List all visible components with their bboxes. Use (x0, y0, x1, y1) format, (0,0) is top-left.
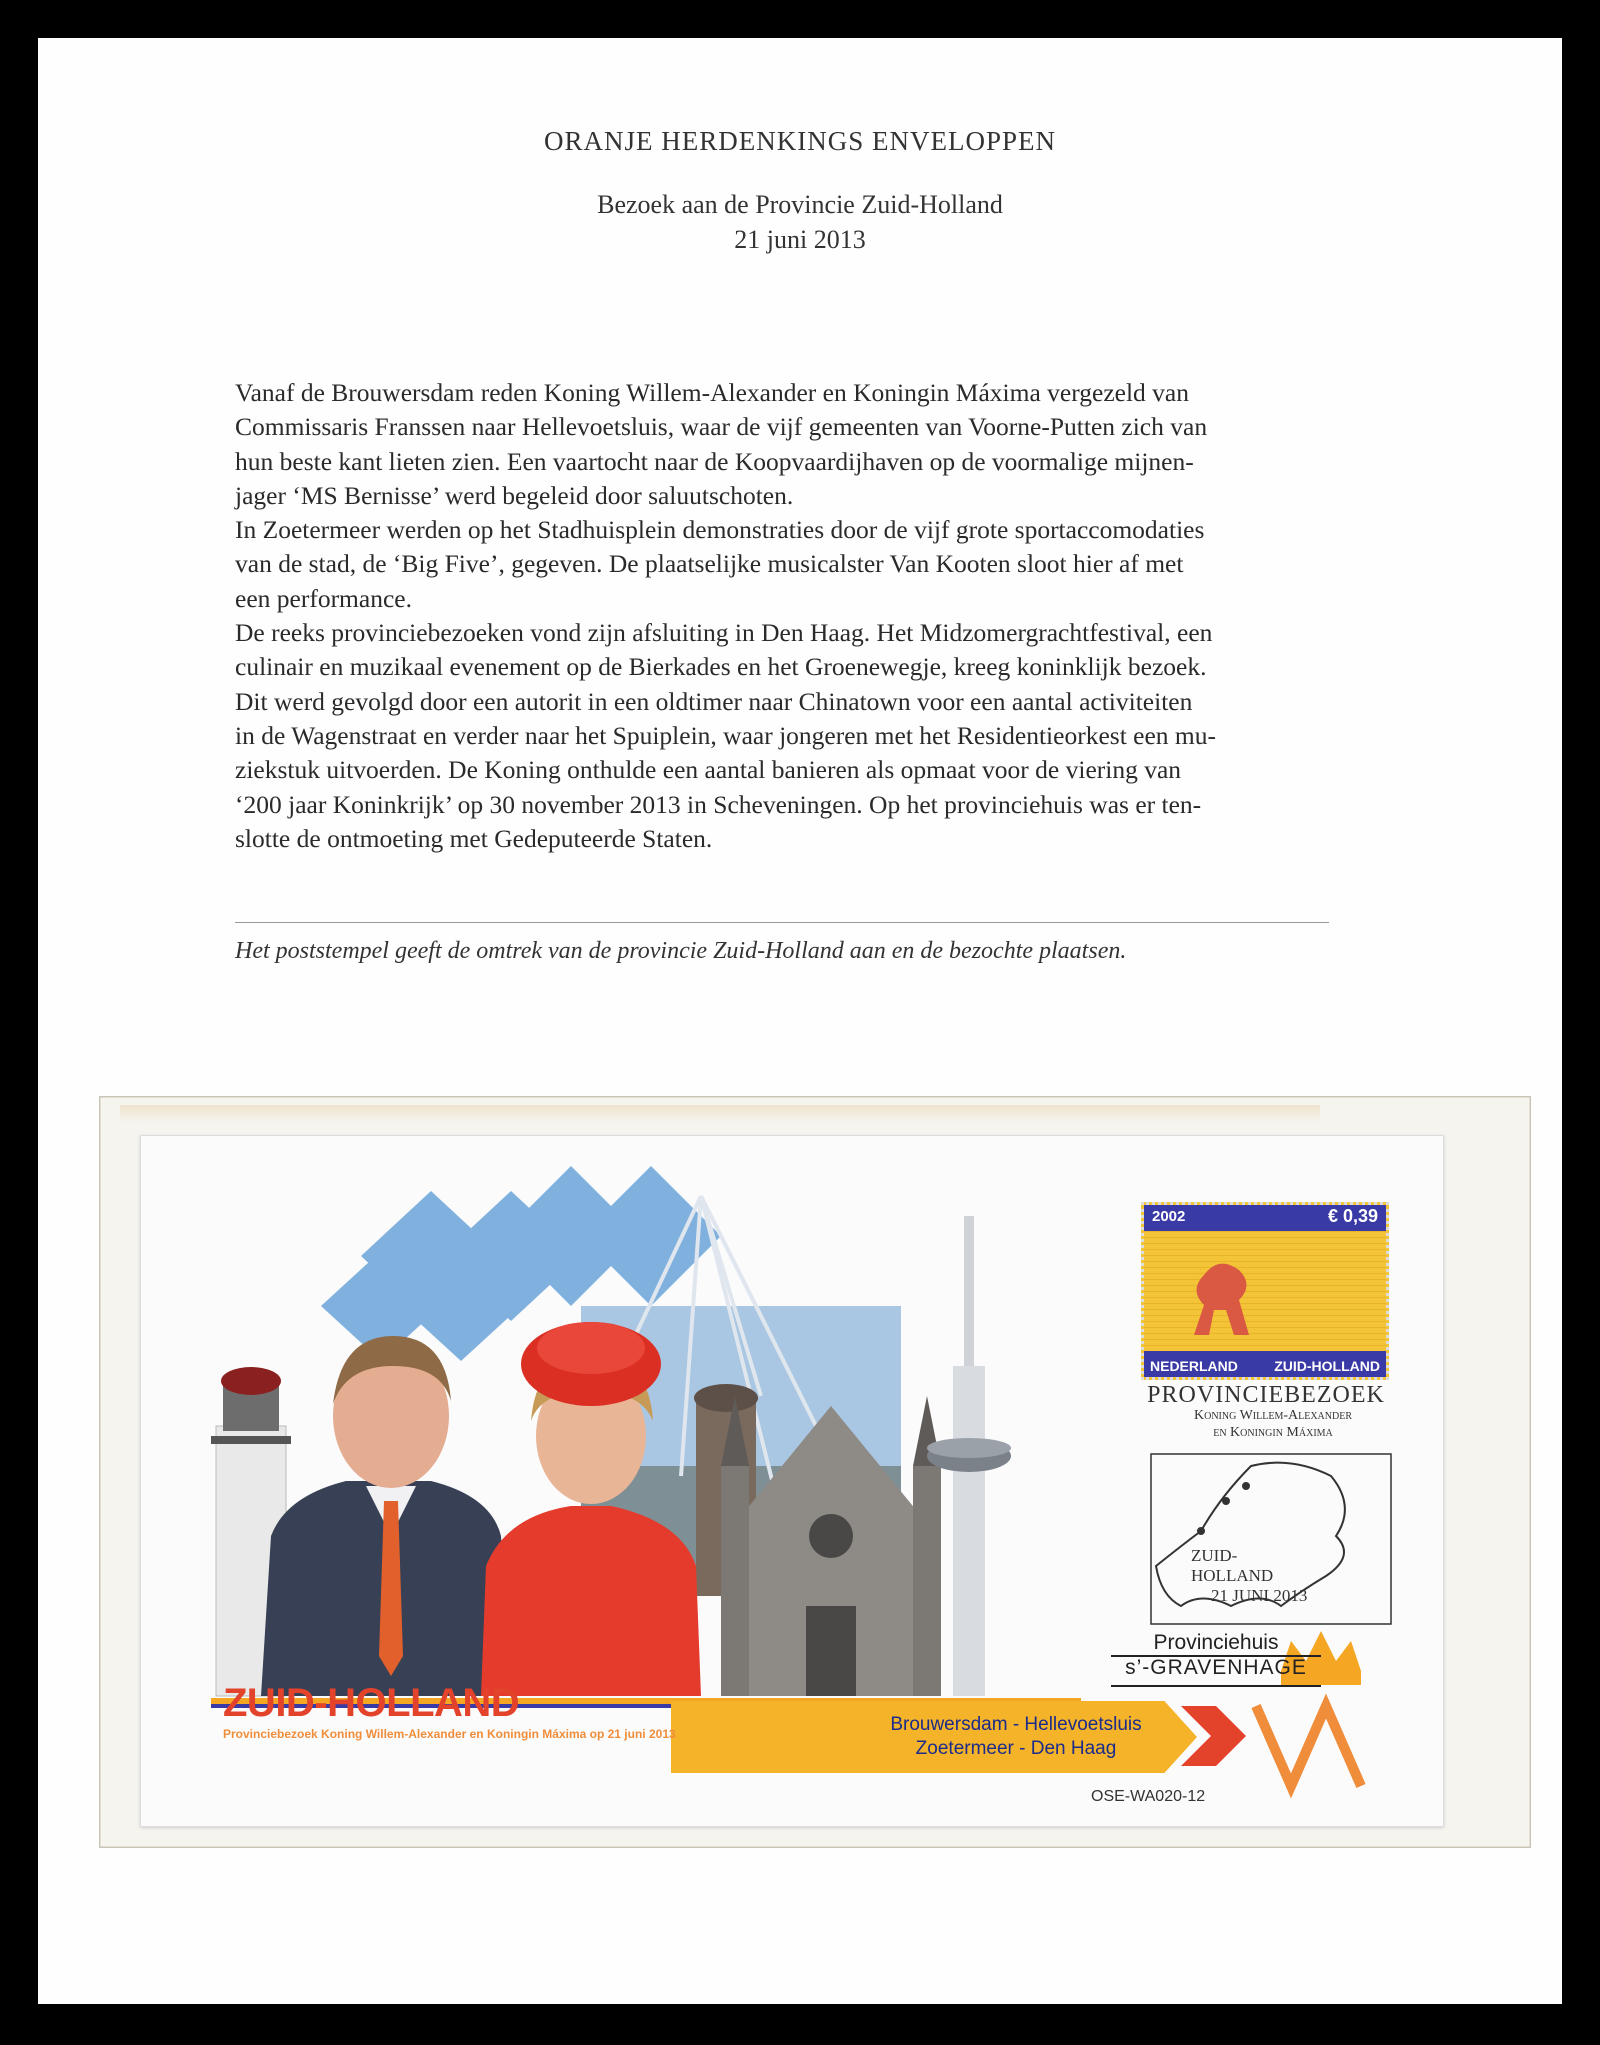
postmark-place: HOLLAND (1191, 1566, 1274, 1585)
divider (235, 922, 1329, 923)
lion-icon (1174, 1245, 1264, 1345)
description-text (235, 376, 1329, 856)
stamp-province: ZUID-HOLLAND (1274, 1358, 1380, 1374)
gravenhage-label: s’-GRAVENHAGE (1125, 1656, 1307, 1679)
page-subtitle: Bezoek aan de Provincie Zuid-Holland (597, 190, 1003, 219)
wa-monogram (1256, 1706, 1361, 1786)
postmark-place: ZUID- (1191, 1546, 1238, 1565)
king-portrait (261, 1336, 511, 1696)
commemorative-envelope (140, 1135, 1444, 1827)
text-line: culinair en muzikaal evenement op de Bierkades en het Groenewegje, kreeg koninklijk bezoek. (235, 652, 1207, 682)
route-line: Zoetermeer - Den Haag (915, 1738, 1117, 1759)
text-line: slotte de ontmoeting met Gedeputeerde Staten. (235, 823, 713, 853)
route-banner (731, 1701, 1197, 1773)
sleeve-stain (120, 1105, 1320, 1123)
text-line: jager ‘MS Bernisse’ werd begeleid door saluutschoten. (235, 480, 794, 510)
text-line: hun beste kant lieten zien. Een vaartocht naar de Koopvaardijhaven op de voormalige mijnen- (235, 446, 1194, 476)
text-line: Dit werd gevolgd door een autorit in een oldtimer naar Chinatown voor een aantal activiteiten (235, 686, 1193, 716)
text-line: De reeks provinciebezoeken vond zijn afsluiting in Den Haag. Het Midzomergrachtfestival, een (235, 618, 1213, 648)
stamp-value: € 0,39 (1327, 1206, 1378, 1226)
page-title: ORANJE HERDENKINGS ENVELOPPEN (544, 126, 1056, 156)
cover-reference: OSE-WA020-12 (1091, 1788, 1206, 1805)
cover-title: ZUID-HOLLAND (223, 1681, 520, 1725)
provinciehuis-label: Provinciehuis (1153, 1631, 1279, 1654)
text-line: in de Wagenstraat en verder naar het Spuiplein, waar jongeren met het Residentieorkest een mu- (235, 720, 1216, 750)
text-line: Commissaris Franssen naar Hellevoetsluis, waar de vijf gemeenten van Voorne-Putten zich van (235, 412, 1208, 442)
postmark-heading: PROVINCIEBEZOEK (1147, 1382, 1385, 1408)
text-line: van de stad, de ‘Big Five’, gegeven. De plaatselijke musicalster Van Kooten sloot hier af met (235, 549, 1184, 579)
text-line: In Zoetermeer werden op het Stadhuisplein demonstraties door de vijf grote sportaccomodaties (235, 515, 1205, 545)
stamp-country: NEDERLAND (1150, 1358, 1238, 1374)
flag-panel (671, 1701, 731, 1773)
postmark-date: 21 JUNI 2013 (1211, 1586, 1308, 1605)
postmark-line: Koning Willem-Alexander (1194, 1408, 1352, 1423)
postage-stamp (1141, 1202, 1389, 1380)
text-line: ‘200 jaar Koninkrijk’ op 30 november 2013 in Scheveningen. Op het provinciehuis was er ten- (235, 789, 1202, 819)
text-line: een performance. (235, 583, 412, 613)
route-line: Brouwersdam - Hellevoetsluis (890, 1714, 1142, 1735)
postmark-caption: Het poststempel geeft de omtrek van de provincie Zuid-Holland aan en de bezochte plaatsen. (235, 938, 1127, 964)
text-line: ziekstuk uitvoerden. De Koning onthulde een aantal banieren als opmaat voor de viering van (235, 755, 1182, 785)
postmark-line: en Koningin Máxima (1213, 1425, 1333, 1440)
page-date: 21 juni 2013 (734, 225, 866, 254)
stamp-year: 2002 (1152, 1208, 1186, 1225)
text-line: Vanaf de Brouwersdam reden Koning Willem-Alexander en Koningin Máxima vergezeld van (235, 378, 1189, 407)
cover-subtitle: Provinciebezoek Koning Willem-Alexander en Koningin Máxima op 21 juni 2013 (223, 1727, 676, 1741)
